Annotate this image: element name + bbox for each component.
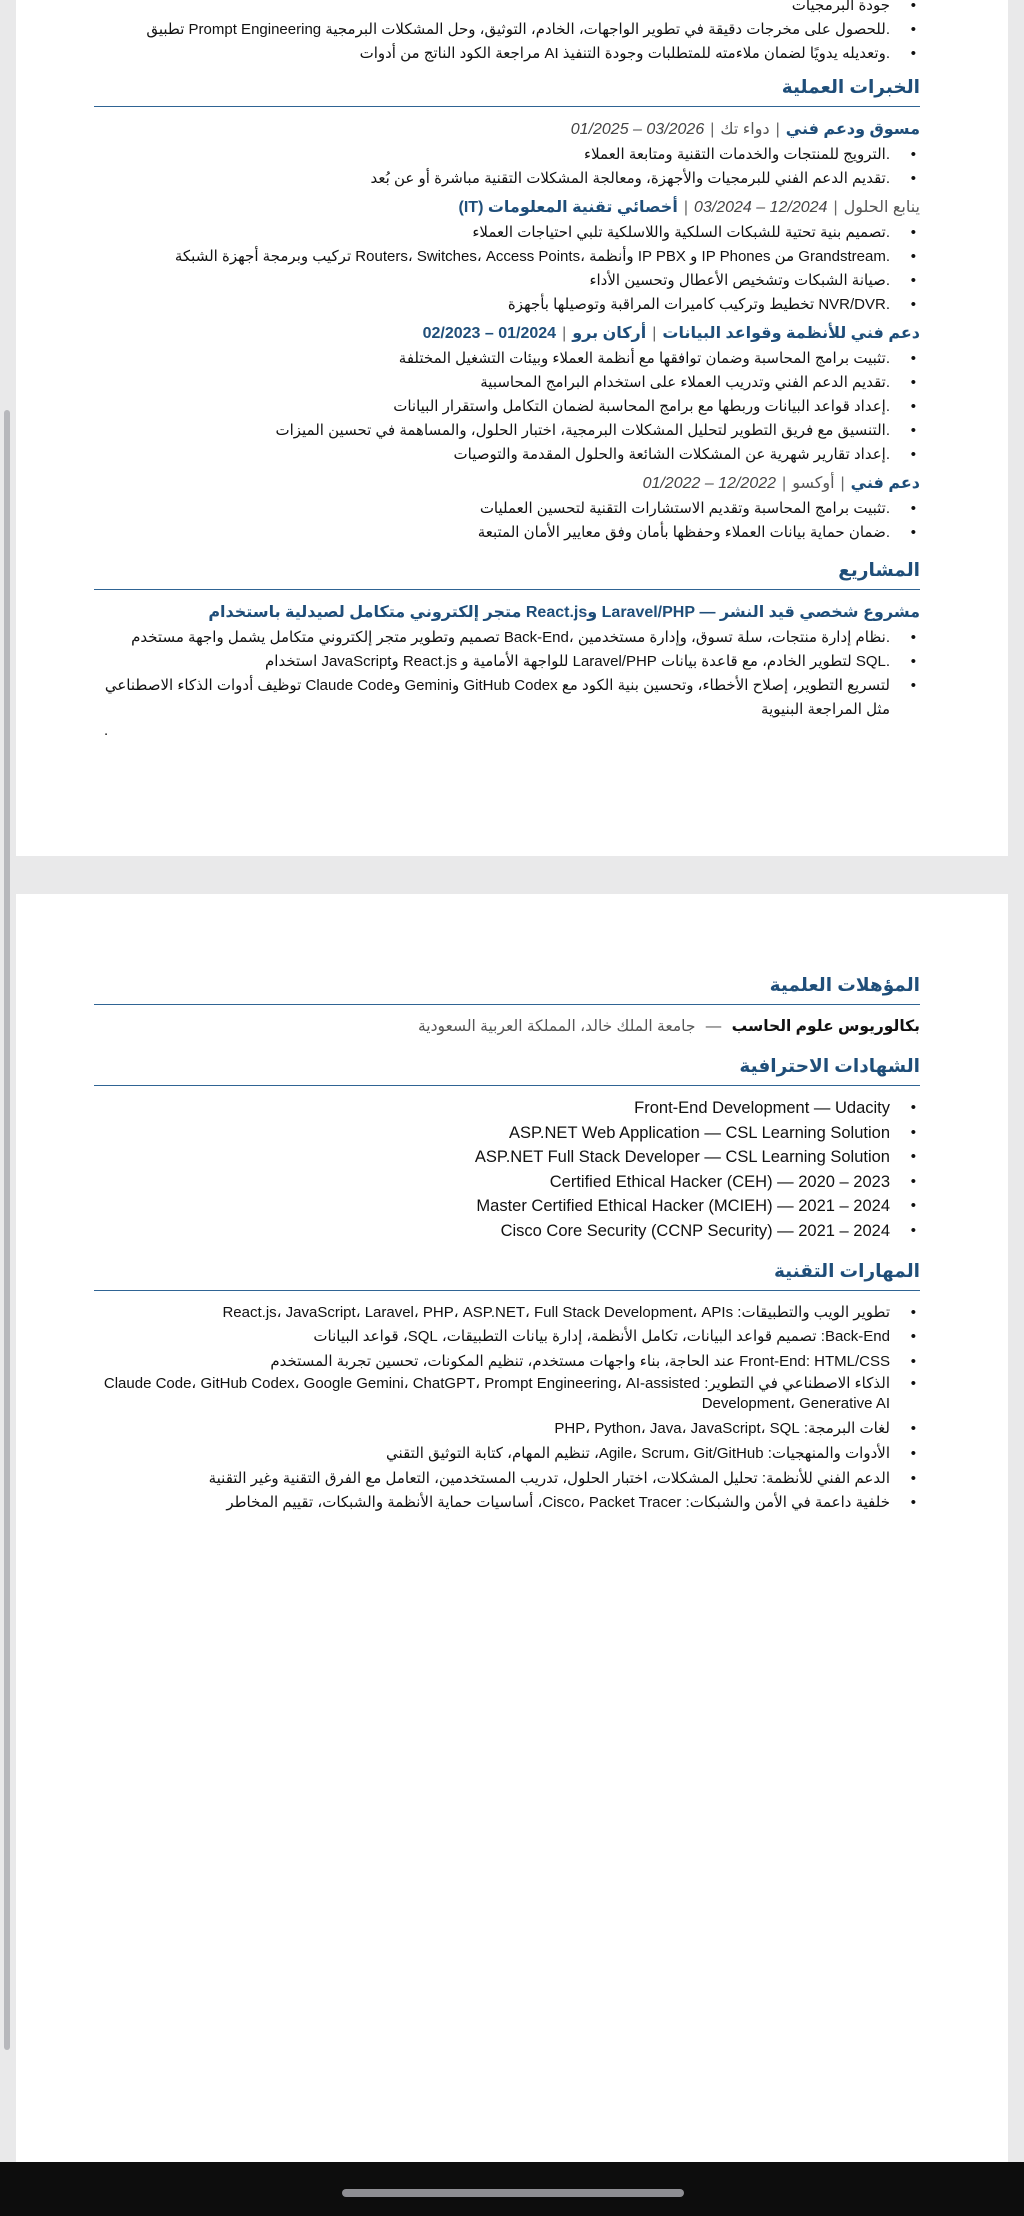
institution: جامعة الملك خالد، المملكة العربية السعودية — [417, 1018, 696, 1035]
certs-list — [94, 1096, 920, 1244]
skill-item: • تطوير الويب والتطبيقات: React.js، JavaScript، Laravel، PHP، ASP.NET، Full Stack Development، APIs — [94, 1301, 920, 1326]
list-item: • .نظام إدارة منتجات، سلة تسوق، وإدارة مستخدمين ،Back-End تصميم وتطوير متجر إلكتروني متكامل يشمل واجهة مستخدم — [94, 626, 920, 650]
job-list — [94, 221, 920, 317]
skill-item: • الدعم الفني للأنظمة: تحليل المشكلات، اختبار الحلول، تدريب المستخدمين، التعامل مع الفرق التقنية وغير التقنية — [94, 1467, 920, 1492]
list-item: • .تقديم الدعم الفني وتدريب العملاء على استخدام البرامج المحاسبية — [94, 371, 920, 395]
job-heading: مسوق ودعم فني|دواء تك|01/2025 – 03/2026 — [570, 121, 920, 138]
project-heading: مشروع شخصي قيد النشر — Laravel/PHP وReact.js متجر إلكتروني متكامل لصيدلية باستخدام — [208, 604, 920, 621]
cert-item: • ASP.NET Full Stack Developer — CSL Learning Solution — [94, 1145, 920, 1170]
list-item: • .تقديم الدعم الفني للبرمجيات والأجهزة، ومعالجة المشكلات التقنية مباشرة أو عن بُعد — [94, 167, 920, 191]
project-list — [94, 626, 920, 722]
skill-item: • الذكاء الاصطناعي في التطوير: Claude Code، GitHub Codex، Google Gemini، ChatGPT، Prompt Engineering، AI-assisted Development، Generative AI — [94, 1374, 920, 1417]
job-heading: دعم فني للأنظمة وقواعد البيانات|أركان برو|02/2023 – 01/2024 — [422, 325, 920, 342]
job-org: دواء تك — [720, 121, 770, 138]
skill-item: • Back-End: تصميم قواعد البيانات، تكامل الأنظمة، إدارة بيانات التطبيقات، SQL، قواعد البيانات — [94, 1325, 920, 1350]
list-item: • .إعداد تقارير شهرية عن المشكلات الشائعة والحلول المقدمة والتوصيات — [94, 443, 920, 467]
skills-list — [94, 1301, 920, 1516]
list-item: • .SQL لتطوير الخادم، مع قاعدة بيانات Laravel/PHP للواجهة الأمامية و React.js وJavaScript استخدام — [94, 650, 920, 674]
job-list — [94, 347, 920, 467]
cert-item: • Master Certified Ethical Hacker (MCIEH) — 2021 – 2024 — [94, 1194, 920, 1219]
list-item: • جودة البرمجيات — [94, 0, 920, 18]
job-title: مسوق ودعم فني — [785, 121, 920, 138]
home-indicator[interactable] — [342, 2189, 684, 2197]
degree-line — [94, 1015, 920, 1039]
document-page-2 — [16, 894, 1008, 2162]
list-item: • .NVR/DVR تخطيط وتركيب كاميرات المراقبة وتوصيلها بأجهزة — [94, 293, 920, 317]
list-item: • .وتعديله يدويًا لضمان ملاءمته للمتطلبات وجودة التنفيذ AI مراجعة الكود الناتج من أدوات — [94, 42, 920, 66]
job-dates: 01/2025 – 03/2026 — [570, 121, 705, 138]
job-org: أركان برو — [572, 325, 647, 342]
list-item: • .تثبيت برامج المحاسبة وتقديم الاستشارات التقنية لتحسين العمليات — [94, 497, 920, 521]
list-item: • .إعداد قواعد البيانات وربطها مع برامج المحاسبة لضمان التكامل واستقرار البيانات — [94, 395, 920, 419]
job-heading: دعم فني|أوكسو|01/2022 – 12/2022 — [642, 475, 920, 492]
skill-item: • خلفية داعمة في الأمن والشبكات: Cisco، Packet Tracer، أساسيات حماية الأنظمة والشبكات، تقييم المخاطر — [94, 1491, 920, 1516]
degree-name: بكالوريوس علوم الحاسب — [731, 1018, 920, 1035]
list-item: • .ضمان حماية بيانات العملاء وحفظها بأمان وفق معايير الأمان المتبعة — [94, 521, 920, 545]
job-org: ينابع الحلول — [843, 199, 920, 216]
list-item: • .Grandstream من IP Phones و IP PBX وأنظمة ،Routers، Switches، Access Points تركيب وبرمجة أجهزة الشبكة — [94, 245, 920, 269]
cert-item: • Cisco Core Security (CCNP Security) — 2021 – 2024 — [94, 1219, 920, 1244]
top-list — [94, 0, 920, 66]
list-item: • .الترويج للمنتجات والخدمات التقنية ومتابعة العملاء — [94, 143, 920, 167]
job-title: أخصائي تقنية المعلومات (IT) — [458, 199, 678, 216]
trailing-mark: . — [104, 722, 109, 739]
skill-item: • الأدوات والمنهجيات: Agile، Scrum، Git/GitHub، تنظيم المهام، كتابة التوثيق التقني — [94, 1442, 920, 1467]
certs-heading: الشهادات الاحترافية — [94, 1053, 920, 1086]
job-dates: 01/2022 – 12/2022 — [642, 475, 777, 492]
cert-item: • Front-End Development — Udacity — [94, 1096, 920, 1121]
job-list — [94, 143, 920, 191]
scrollbar[interactable] — [4, 410, 10, 2050]
skill-item: • لغات البرمجة: PHP، Python، Java، JavaScript، SQL — [94, 1417, 920, 1442]
list-item: • .صيانة الشبكات وتشخيص الأعطال وتحسين الأداء — [94, 269, 920, 293]
degree-separator: — — [705, 1018, 722, 1035]
list-item: • .التنسيق مع فريق التطوير لتحليل المشكلات البرمجية، اختبار الحلول، والمساهمة في تحسين الميزات — [94, 419, 920, 443]
job-heading: ينابع الحلول|03/2024 – 12/2024|أخصائي تقنية المعلومات (IT) — [458, 199, 920, 216]
job-title: دعم فني للأنظمة وقواعد البيانات — [662, 325, 920, 342]
job-org: أوكسو — [792, 475, 835, 492]
cert-item: • ASP.NET Web Application — CSL Learning Solution — [94, 1121, 920, 1146]
education-heading: المؤهلات العلمية — [94, 972, 920, 1005]
list-item: • لتسريع التطوير، إصلاح الأخطاء، وتحسين بنية الكود مع GitHub Codex وGemini وClaude Code توظيف أدوات الذكاء الاصطناعي مثل المراجعة البنيوية — [94, 674, 920, 722]
skills-heading: المهارات التقنية — [94, 1258, 920, 1291]
job-title: دعم فني — [850, 475, 920, 492]
list-item: • .للحصول على مخرجات دقيقة في تطوير الواجهات، الخادم، التوثيق، وحل المشكلات البرمجية Prompt Engineering تطبيق — [94, 18, 920, 42]
job-dates: 03/2024 – 12/2024 — [693, 199, 828, 216]
job-dates: 02/2023 – 01/2024 — [422, 325, 557, 342]
document-page-1 — [16, 0, 1008, 856]
skill-item: • Front-End: HTML/CSS عند الحاجة، بناء واجهات مستخدم، تنظيم المكونات، تحسين تجربة المستخدم — [94, 1350, 920, 1375]
job-list — [94, 497, 920, 545]
projects-heading: المشاريع — [94, 557, 920, 590]
cert-item: • Certified Ethical Hacker (CEH) — 2020 – 2023 — [94, 1170, 920, 1195]
list-item: • .تصميم بنية تحتية للشبكات السلكية واللاسلكية تلبي احتياجات العملاء — [94, 221, 920, 245]
list-item: • .تثبيت برامج المحاسبة وضمان توافقها مع أنظمة العملاء وبيئات التشغيل المختلفة — [94, 347, 920, 371]
experience-heading: الخبرات العملية — [94, 74, 920, 107]
